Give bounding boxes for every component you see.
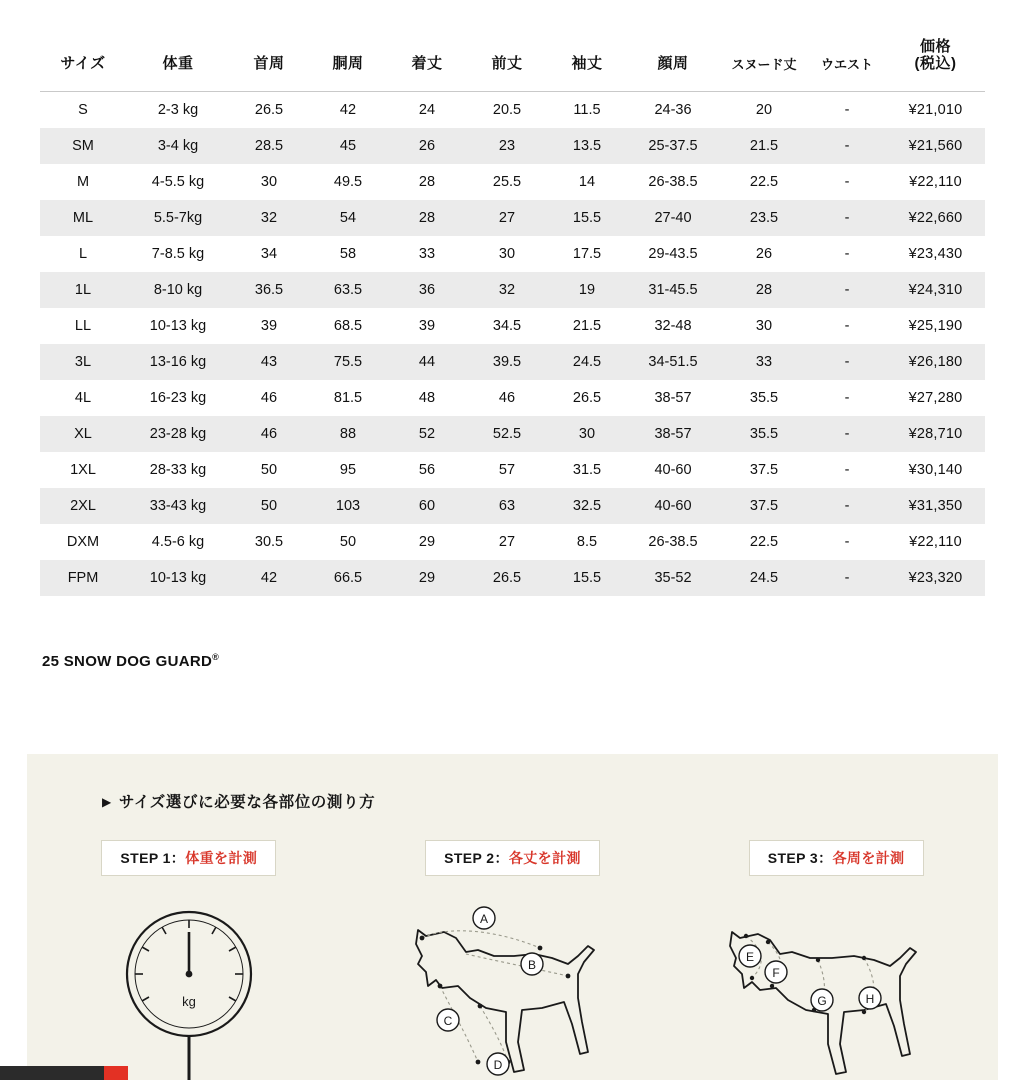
cell-size: ML <box>40 200 126 236</box>
cell-snood: 23.5 <box>720 200 808 236</box>
cell-neck: 30 <box>260 173 278 190</box>
table-row <box>40 308 985 344</box>
cell-size: SM <box>40 128 126 164</box>
cell-face: 24-36 <box>654 101 692 118</box>
cell-chest: 95 <box>339 461 357 478</box>
step-2 <box>366 840 658 1080</box>
cell-sleeve: 21.5 <box>572 317 602 334</box>
cell-chest: 50 <box>339 533 357 550</box>
cell-face: 29-43.5 <box>648 245 698 262</box>
right-gutter <box>1017 0 1025 1080</box>
cell-front-length: 27 <box>466 200 548 236</box>
cell-front-length: 34.5 <box>492 317 522 334</box>
table-row <box>40 452 985 488</box>
cell-neck: 39 <box>260 317 278 334</box>
table-row <box>40 344 985 380</box>
header-price-line1: 価格 <box>919 38 951 55</box>
marker-a: A <box>480 912 489 926</box>
cell-size: DXM <box>66 533 100 550</box>
cell-waist: - <box>844 389 850 406</box>
cell-size: 3L <box>40 344 126 380</box>
cell-weight: 16-23 kg <box>149 389 207 406</box>
step-1-accent: 体重を計測 <box>185 850 258 866</box>
cell-weight: 28-33 kg <box>149 461 207 478</box>
size-table <box>40 28 985 596</box>
cell-chest: 63.5 <box>308 272 388 308</box>
cell-price: ¥23,320 <box>886 560 985 596</box>
table-row <box>40 164 985 200</box>
marker-f: F <box>772 966 780 980</box>
cell-length: 24 <box>418 101 436 118</box>
cell-length: 56 <box>418 461 436 478</box>
cell-front-length: 52.5 <box>466 416 548 452</box>
cell-snood: 22.5 <box>749 533 779 550</box>
cell-length: 33 <box>418 245 436 262</box>
cell-price: ¥24,310 <box>886 272 985 308</box>
table-row <box>40 416 985 452</box>
cell-snood: 35.5 <box>749 389 779 406</box>
cell-face: 35-52 <box>626 560 720 596</box>
scale-unit-label: kg <box>181 994 196 1009</box>
cell-neck: 46 <box>260 389 278 406</box>
cell-price: ¥25,190 <box>908 317 963 334</box>
cell-neck: 43 <box>230 344 308 380</box>
cell-weight: 33-43 kg <box>126 488 230 524</box>
cell-face: 38-57 <box>654 389 692 406</box>
cell-weight: 3-4 kg <box>126 128 230 164</box>
cell-weight: 4.5-6 kg <box>151 533 205 550</box>
cell-sleeve: 30 <box>548 416 626 452</box>
header-size: サイズ <box>60 54 106 72</box>
dog-girth-diagram <box>706 902 966 1080</box>
cell-snood: 24.5 <box>720 560 808 596</box>
step-3-accent: 各周を計測 <box>832 850 905 866</box>
cell-waist: - <box>808 200 886 236</box>
measurement-panel <box>27 754 998 1080</box>
step-3 <box>690 840 982 1080</box>
cell-front-length: 63 <box>466 488 548 524</box>
bottom-left-bar-accent <box>104 1066 128 1080</box>
cell-waist: - <box>844 101 850 118</box>
cell-neck: 26.5 <box>254 101 284 118</box>
cell-neck: 36.5 <box>230 272 308 308</box>
cell-front-length: 26.5 <box>466 560 548 596</box>
cell-front-length: 25.5 <box>492 173 522 190</box>
header-front-length: 前丈 <box>491 54 523 72</box>
cell-size: 4L <box>74 389 92 406</box>
cell-price: ¥21,010 <box>908 101 963 118</box>
size-table-container <box>40 28 985 596</box>
cell-waist: - <box>844 245 850 262</box>
cell-sleeve: 19 <box>548 272 626 308</box>
cell-waist: - <box>808 416 886 452</box>
scale-icon <box>59 902 319 1080</box>
table-row <box>40 200 985 236</box>
cell-front-length: 30 <box>498 245 516 262</box>
cell-sleeve: 31.5 <box>572 461 602 478</box>
measurement-panel-title <box>102 790 375 812</box>
step-1-label <box>101 840 276 876</box>
cell-waist: - <box>808 488 886 524</box>
cell-size: L <box>78 245 88 262</box>
cell-front-length: 46 <box>498 389 516 406</box>
cell-snood: 37.5 <box>749 461 779 478</box>
cell-price: ¥22,110 <box>909 173 962 190</box>
cell-weight: 2-3 kg <box>157 101 199 118</box>
cell-size: 2XL <box>40 488 126 524</box>
table-row <box>40 91 985 128</box>
cell-face: 26-38.5 <box>648 173 698 190</box>
cell-chest: 49.5 <box>333 173 363 190</box>
marker-d: D <box>494 1058 503 1072</box>
cell-face: 32-48 <box>654 317 692 334</box>
cell-price: ¥28,710 <box>886 416 985 452</box>
cell-face: 34-51.5 <box>626 344 720 380</box>
cell-neck: 34 <box>260 245 278 262</box>
cell-size: S <box>78 101 88 118</box>
cell-waist: - <box>808 272 886 308</box>
cell-length: 28 <box>388 200 466 236</box>
cell-waist: - <box>808 128 886 164</box>
cell-weight: 8-10 kg <box>126 272 230 308</box>
measurement-steps <box>27 840 998 1080</box>
cell-weight: 5.5-7kg <box>126 200 230 236</box>
cell-size: XL <box>40 416 126 452</box>
cell-snood: 20 <box>755 101 773 118</box>
cell-waist: - <box>844 461 850 478</box>
header-price-line2: (税込) <box>914 55 957 73</box>
header-waist: ウエスト <box>820 56 873 72</box>
cell-sleeve: 17.5 <box>572 245 602 262</box>
cell-length: 48 <box>418 389 436 406</box>
cell-chest: 54 <box>308 200 388 236</box>
step-3-label <box>749 840 924 876</box>
cell-neck: 42 <box>230 560 308 596</box>
step-1 <box>43 840 335 1080</box>
cell-sleeve: 26.5 <box>572 389 602 406</box>
cell-snood: 21.5 <box>720 128 808 164</box>
cell-chest: 66.5 <box>308 560 388 596</box>
header-length: 着丈 <box>411 54 443 72</box>
cell-snood: 28 <box>720 272 808 308</box>
cell-size: M <box>76 173 90 190</box>
registered-mark: ® <box>212 652 220 662</box>
cell-face: 26-38.5 <box>648 533 698 550</box>
cell-sleeve: 13.5 <box>548 128 626 164</box>
cell-price: ¥23,430 <box>908 245 963 262</box>
cell-price: ¥26,180 <box>886 344 985 380</box>
cell-chest: 88 <box>308 416 388 452</box>
cell-sleeve: 8.5 <box>576 533 598 550</box>
cell-front-length: 57 <box>498 461 516 478</box>
cell-snood: 35.5 <box>720 416 808 452</box>
cell-size: FPM <box>40 560 126 596</box>
size-table-head <box>40 28 985 91</box>
header-chest: 胴周 <box>332 54 364 72</box>
table-row <box>40 236 985 272</box>
cell-snood: 37.5 <box>720 488 808 524</box>
cell-neck: 46 <box>230 416 308 452</box>
cell-waist: - <box>844 317 850 334</box>
left-gutter <box>0 0 8 1080</box>
cell-chest: 103 <box>308 488 388 524</box>
table-row <box>40 560 985 596</box>
cell-chest: 81.5 <box>333 389 363 406</box>
cell-face: 40-60 <box>626 488 720 524</box>
cell-length: 60 <box>388 488 466 524</box>
cell-face: 38-57 <box>626 416 720 452</box>
cell-front-length: 27 <box>498 533 516 550</box>
cell-chest: 75.5 <box>308 344 388 380</box>
table-row <box>40 380 985 416</box>
cell-snood: 22.5 <box>749 173 779 190</box>
header-face: 顔周 <box>657 54 689 72</box>
cell-front-length: 23 <box>466 128 548 164</box>
cell-neck: 32 <box>230 200 308 236</box>
cell-price: ¥21,560 <box>886 128 985 164</box>
cell-size: LL <box>74 317 92 334</box>
cell-face: 31-45.5 <box>626 272 720 308</box>
cell-chest: 45 <box>308 128 388 164</box>
cell-front-length: 20.5 <box>492 101 522 118</box>
cell-length: 29 <box>388 560 466 596</box>
cell-waist: - <box>808 344 886 380</box>
cell-snood: 33 <box>720 344 808 380</box>
cell-face: 25-37.5 <box>626 128 720 164</box>
table-row <box>40 272 985 308</box>
cell-sleeve: 24.5 <box>548 344 626 380</box>
cell-length: 26 <box>388 128 466 164</box>
cell-price: ¥31,350 <box>886 488 985 524</box>
header-weight: 体重 <box>162 54 194 72</box>
step-2-prefix: STEP 2： <box>444 850 509 866</box>
cell-front-length: 39.5 <box>466 344 548 380</box>
measurement-panel-title-text: サイズ選びに必要な各部位の測り方 <box>118 794 376 811</box>
cell-price: ¥30,140 <box>908 461 963 478</box>
cell-front-length: 32 <box>466 272 548 308</box>
cell-weight: 10-13 kg <box>126 560 230 596</box>
cell-waist: - <box>844 533 850 550</box>
marker-g: G <box>817 994 827 1008</box>
cell-snood: 26 <box>755 245 773 262</box>
cell-waist: - <box>844 173 850 190</box>
cell-price: ¥27,280 <box>908 389 963 406</box>
table-row <box>40 488 985 524</box>
cell-neck: 30.5 <box>254 533 284 550</box>
brand-caption-text: 25 SNOW DOG GUARD <box>42 653 213 670</box>
cell-chest: 42 <box>339 101 357 118</box>
triangle-icon: ▶ <box>102 795 112 809</box>
brand-caption <box>42 652 219 670</box>
cell-neck: 50 <box>230 488 308 524</box>
cell-price: ¥22,110 <box>909 533 962 550</box>
table-row <box>40 128 985 164</box>
cell-snood: 30 <box>755 317 773 334</box>
step-1-prefix: STEP 1： <box>120 850 186 866</box>
cell-sleeve: 15.5 <box>548 560 626 596</box>
marker-e: E <box>746 950 755 964</box>
cell-waist: - <box>808 560 886 596</box>
cell-weight: 7-8.5 kg <box>151 245 205 262</box>
cell-weight: 4-5.5 kg <box>151 173 205 190</box>
cell-weight: 13-16 kg <box>126 344 230 380</box>
cell-price: ¥22,660 <box>886 200 985 236</box>
cell-chest: 58 <box>339 245 357 262</box>
cell-sleeve: 32.5 <box>548 488 626 524</box>
cell-size: 1L <box>40 272 126 308</box>
cell-sleeve: 15.5 <box>548 200 626 236</box>
size-table-body <box>40 91 985 596</box>
marker-h: H <box>865 992 875 1006</box>
cell-neck: 28.5 <box>230 128 308 164</box>
cell-chest: 68.5 <box>333 317 363 334</box>
cell-weight: 23-28 kg <box>126 416 230 452</box>
marker-b: B <box>528 958 537 972</box>
header-price <box>886 28 985 91</box>
header-neck: 首周 <box>253 54 285 72</box>
step-2-label <box>425 840 600 876</box>
cell-sleeve: 11.5 <box>573 101 601 118</box>
dog-length-diagram <box>382 902 642 1080</box>
cell-size: 1XL <box>70 461 96 478</box>
cell-weight: 10-13 kg <box>149 317 207 334</box>
cell-sleeve: 14 <box>578 173 596 190</box>
cell-length: 28 <box>418 173 436 190</box>
header-snood: スヌード丈 <box>731 56 797 72</box>
cell-length: 39 <box>418 317 436 334</box>
header-sleeve: 袖丈 <box>571 54 603 72</box>
cell-length: 29 <box>418 533 436 550</box>
table-header-row <box>40 28 985 91</box>
cell-length: 36 <box>388 272 466 308</box>
cell-face: 27-40 <box>626 200 720 236</box>
step-3-prefix: STEP 3： <box>767 850 833 866</box>
marker-c: C <box>444 1014 453 1028</box>
cell-length: 52 <box>388 416 466 452</box>
step-2-accent: 各丈を計測 <box>508 850 581 866</box>
table-row <box>40 524 985 560</box>
cell-neck: 50 <box>260 461 278 478</box>
cell-face: 40-60 <box>654 461 692 478</box>
cell-length: 44 <box>388 344 466 380</box>
